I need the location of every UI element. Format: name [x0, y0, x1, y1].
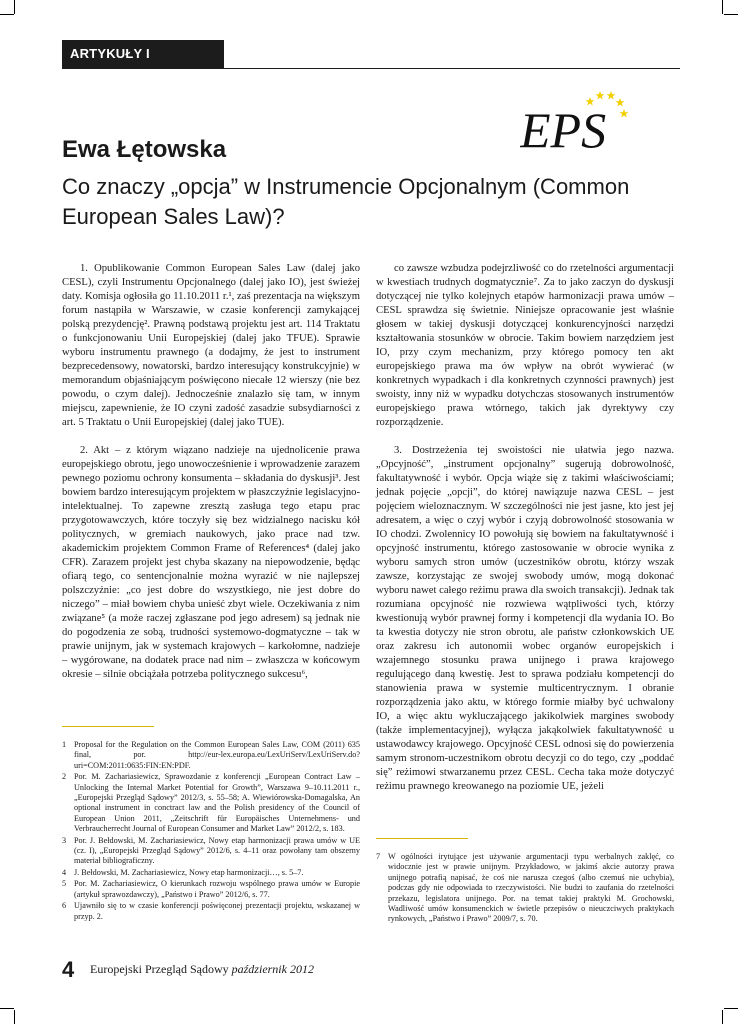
crop-mark: [14, 0, 15, 14]
crop-mark: [722, 0, 723, 14]
footnote-number: 6: [62, 901, 67, 911]
footnote-text: W ogólności irytujące jest używanie argumentacji typu werbalnych zaklęć, co widocznie jest w prawie unijnym. Przykładowo, w jakimś akcie autorzy prawa unijnego potrafią napisać, że coś nie narusza czegoś (albo czemuś nie uchybia), podczas gdy nie odpowiada to rzeczywistości. Nie budzi to zaufania do rzetelności przekazu, legislatora unijnego. Por. na temat takiej praktyki M. Grochowski, Wadliwość umów konsumenckich w świetle przepisów o nieuczciwych praktykach rynkowych, „Państwo i Prawo” 2009/7, s. 70.: [388, 852, 674, 924]
paragraph: 3. Dostrzeżenia tej swoistości nie ułatwia jego nazwa. „Opcyjność”, „instrument opcjonalny” sugerują dobrowolność, fakultatywność i wybór. Opcja wiąże się z takimi właściwościami; jednak pojęcie „opcji”, do której nawiązuje nazwa CESL – jest pojęciem wieloznacznym. W szczególności nie jest jasne, kto jest jej adresatem, a więc o czyj wybór i czyją dobrowolność stosowania w IO chodzi. Zwolennicy IO powołują się bowiem na fakultatywność i opcyjność instrumentu, którego zastosowanie w obrocie wynika z wyboru samych stron umów (uczestników obrotu, którzy wszak zawsze, korzystając ze swojej swobody umów, mogą dokonać wyboru nawet całego reżimu prawa dla swoich transakcji). Jednak tak rozumiana opcyjność nie rozwiewa wątpliwości tych, którzy kwestionują wybór prawnej formy i kompetencji dla wydania IO. Bo ta kwestia dotyczy nie stron obrotu, ale państw członkowskich UE oraz zakresu ich autonomii wobec organów europejskich i wzajemnego stosunku prawa unijnego i prawa krajowego regulującego daną kwestię. Jest to sprawa podziału kompetencji do stanowienia prawa w systemie multicentrycznym. I obranie rozporządzenia jako aktu, w którego formie miałby być uchwalony IO, a więc aktu wykluczającego jakikolwiek margines swobody (także implementacyjnej), wyłącza jakąkolwiek fakultatywność u ustawodawcy krajowego. Opcyjność CESL odnosi się do powierzenia samym stronom-uczestnikom obrotu decyzji co do tego, czy „poddać się” reżimowi stwarzanemu przez CESL. Cecha taka może dotyczyć reżimu prawnego kreowanego na poziomie UE, jeżeli: [376, 445, 674, 792]
footnote: [62, 868, 360, 878]
logo-text: EPS: [520, 102, 607, 157]
paragraph: 1. Opublikowanie Common European Sales Law (dalej jako CESL), czyli Instrumentu Opcjonalnego (dalej jako IO), jest świeżej daty. Komisja ogłosiła go 11.10.2011 r.¹, zaś prezentacja na większym forum nastąpiła w Warszawie, w czasie konferencji zamykającej polską prezydencję². Prawną podstawą projektu jest art. 114 Traktatu o funkcjonowaniu Unii Europejskiej (dalej jako TFUE). Sprawie wyboru instrumentu prawnego (a dodajmy, że jest to instrument bezprecedensowy, nowatorski, bardzo interesujący konstrukcyjnie) w memorandum objaśniającym poświęcono niecałe 12 wierszy (nie bez powodu, o czym dalej). Jednocześnie znalazło się tam, w innym miejscu, zapewnienie, że IO czyni zadość zasadzie subsydiarności z art. 5 Traktatu o Unii Europejskiej (dalej jako TUE).: [62, 263, 360, 428]
footnote-rule: [376, 838, 468, 839]
footnote-number: 3: [62, 835, 67, 845]
footnote-number: 7: [376, 852, 381, 861]
paragraph: co zawsze wzbudza podejrzliwość co do rzetelności argumentacji w kwestiach trudnych dogmatycznie⁷. Za to jako zaczyn do dyskusji dotyczącej nie tylko kolejnych etapów harmonizacji prawa umów – CESL sprawdza się świetnie. Niniejsze opracowanie jest właśnie głosem w takiej dyskusji dotyczącej konkurencyjności narzędzi kształtowania stosunków w obrocie. Takim bowiem narzędziem jest IO, przy czym mechanizm, przy którego pomocy ten akt europejskiego prawa ma ów wpływ na obrót wywierać (w konkretnych wypadkach i dla konkretnych czynności prawnych) jest swoisty, inny niż w wypadku dotychczas stosowanych instrumentów europejskiego prawa wtórnego, takich jak dyrektywy czy rozporządzenie.: [376, 263, 674, 428]
eps-logo: [520, 85, 630, 157]
footnote: [62, 879, 360, 900]
crop-mark: [0, 14, 14, 15]
footnote-number: 4: [62, 867, 67, 877]
journal-issue: październik 2012: [231, 962, 314, 976]
footnote-text: Por. M. Zachariasiewicz, O kierunkach rozwoju wspólnego prawa umów w Europie (artykuł sprawozdawczy), „Państwo i Prawo” 2012/6, s. 77.: [74, 879, 360, 899]
crop-mark: [722, 1010, 723, 1024]
left-column: [62, 262, 360, 682]
footnote: [62, 772, 360, 834]
footnote-text: Por. M. Zachariasiewicz, Sprawozdanie z konferencji „European Contract Law – Unlocking the Internal Market Potential for Growth”, Warszawa 9–10.11.2011 r., „Europejski Przegląd Sądowy” 2012/3, s. 55–58; A. Wiewiórowska-Domagalska, An optional instrument in conctract law and the Polish presidency of the Council of European Union 2011, „Zeitschrift für Europäisches Unternehmens- und Verbraucherrecht Journal of European Consumer and Market Law” 2012/2, s. 183.: [74, 772, 360, 834]
crop-mark: [0, 1008, 14, 1009]
footnote: [62, 740, 360, 771]
footnotes-right: [376, 852, 674, 926]
footnote-text: J. Bełdowski, M. Zachariasiewicz, Nowy etap harmonizacji…, s. 5–7.: [74, 867, 304, 877]
crop-mark: [724, 1008, 738, 1009]
journal-name: Europejski Przegląd Sądowy: [90, 962, 229, 976]
footnote: [62, 836, 360, 867]
paragraph: 2. Akt – z którym wiązano nadzieje na ujednolicenie prawa europejskiego obrotu, jego unowocześnienie i wprowadzenie zarazem pewnego poziomu ochrony konsumenta – składania do dyskusji³. Jest bowiem bardzo interesującym projektem w płaszczyźnie legislacyjno-intelektualnej. To zapewne zresztą zasługa tego etapu prac przygotowawczych, które toczyły się bez widzialnego nacisku kół politycznych, w gremiach naukowych, jako prace nad tzw. akademickim projektem Common Frame of References⁴ (dalej jako CFR). Zarazem projekt jest chyba skazany na niepowodzenie, będąc ofiarą tego, co sentencjonalnie można wyrazić w nie najlepszej polszczyźnie: „co jest dobre do wszystkiego, nie jest dobre do niczego” – miał bowiem chyba unieść zbyt wiele. Oczekiwania z nim związane⁵ (a może raczej zgłaszane pod jego adresem) są jednak nie do pogodzenia ze sobą, trudności systemowo-dogmatyczne – tak w prawie unijnym, jak w systemach krajowych – karkołomne, nadzieje – wygórowane, na dodatek prace nad nim – zwłaszcza w końcowym okresie – silnie obciążała potrzeba politycznego sukcesu⁶,: [62, 445, 360, 680]
footnote-text: Por. J. Bełdowski, M. Zachariasiewicz, Nowy etap harmonizacji prawa umów w UE (cz. I), „Europejski Przegląd Sądowy” 2012/6, s. 4–11 oraz powołany tam obszerny materiał bibliograficzny.: [74, 835, 360, 866]
section-rule: [62, 68, 680, 69]
footnote-number: 1: [62, 740, 67, 749]
page-number: 4: [62, 957, 75, 982]
footnote: [62, 901, 360, 922]
right-column: [376, 262, 674, 794]
article-title: Co znaczy „opcja” w Instrumencie Opcjonalnym (Common European Sales Law)?: [62, 174, 630, 229]
footnote-text: Proposal for the Regulation on the Common European Sales Law, COM (2011) 635 final, por. http://eur-lex.europa.eu/LexUriServ/LexUriServ.do?uri=COM:2011:0635:FIN:EN:PDF.: [74, 740, 360, 770]
footnote-rule: [62, 726, 154, 727]
footnote-number: 5: [62, 879, 67, 889]
crop-mark: [724, 14, 738, 15]
section-label: ARTYKUŁY I ROZPRAWY: [62, 40, 224, 68]
running-footer: [90, 962, 314, 977]
author-name: Ewa Łętowska: [62, 136, 227, 163]
crop-mark: [14, 1010, 15, 1024]
footnote: [376, 852, 674, 925]
footnote-text: Ujawniło się to w czasie konferencji poświęconej prezentacji projektu, wskazanej w przyp. 2.: [74, 901, 360, 921]
footnote-number: 2: [62, 772, 67, 782]
footnotes-left: [62, 740, 360, 923]
